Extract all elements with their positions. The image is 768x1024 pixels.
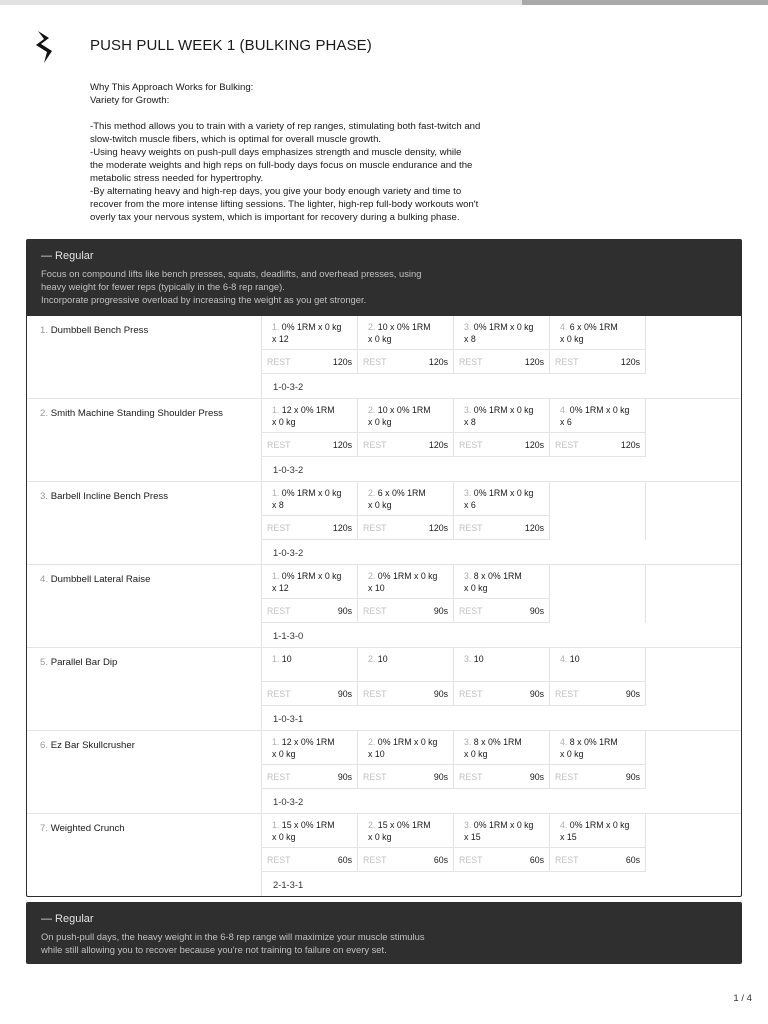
set-line xyxy=(368,404,447,416)
rest-value: 120s xyxy=(428,439,448,450)
section-title: — Regular xyxy=(41,250,94,262)
intro-line: -Using heavy weights on push-pull days emphasizes strength and muscle density, while xyxy=(90,147,462,158)
set-line xyxy=(464,487,543,499)
set-prescription-line2: x 10 xyxy=(368,749,385,759)
exercise-name-label: Parallel Bar Dip xyxy=(50,657,118,668)
exercise-tempo: 1-0-3-2 xyxy=(273,546,304,558)
intro-line: -By alternating heavy and high-rep days, you give your body enough variety and time to xyxy=(90,186,462,197)
set-number: 3. xyxy=(464,405,472,415)
rest-cell xyxy=(262,516,358,540)
section-description-line: On push-pull days, the heavy weight in the 6-8 rep range will maximize your muscle stimulus xyxy=(41,931,425,942)
rest-value: 120s xyxy=(524,356,544,367)
exercise-row xyxy=(27,730,741,813)
rest-label: REST xyxy=(267,356,291,367)
rest-label: REST xyxy=(459,522,483,533)
rest-label: REST xyxy=(267,605,291,616)
exercise-tempo: 1-0-3-1 xyxy=(273,712,304,724)
rest-label: REST xyxy=(267,439,291,450)
set-number: 1. xyxy=(272,322,280,332)
set-cell xyxy=(550,731,646,765)
set-prescription-line2: x 0 kg xyxy=(368,500,392,510)
set-number: 1. xyxy=(272,488,280,498)
set-cell xyxy=(358,482,454,516)
set-prescription-line2: x 6 xyxy=(464,500,476,510)
rest-value: 90s xyxy=(433,688,448,699)
workout-section xyxy=(26,239,742,897)
set-number: 1. xyxy=(272,737,280,747)
exercise-name xyxy=(27,648,262,730)
set-cell xyxy=(262,399,358,433)
set-prescription: 8 x 0% 1RM xyxy=(569,737,618,747)
rest-value: 120s xyxy=(428,522,448,533)
rest-cell xyxy=(454,599,550,623)
set-prescription-line2: x 15 xyxy=(464,832,481,842)
rest-value: 90s xyxy=(337,605,352,616)
set-prescription-line2: x 0 kg xyxy=(560,749,584,759)
set-prescription-line2: x 0 kg xyxy=(368,417,392,427)
exercise-sets-grid xyxy=(262,399,741,481)
set-prescription: 0% 1RM x 0 kg xyxy=(473,488,534,498)
exercise-tempo: 1-0-3-2 xyxy=(273,380,304,392)
set-line xyxy=(272,404,351,416)
section-header xyxy=(27,903,741,964)
rest-cell xyxy=(262,599,358,623)
rest-value: 60s xyxy=(337,854,352,865)
set-prescription: 0% 1RM x 0 kg xyxy=(569,820,630,830)
set-line xyxy=(368,819,447,831)
exercise-name xyxy=(27,731,262,813)
set-prescription: 0% 1RM x 0 kg xyxy=(473,322,534,332)
intro-line: the moderate weights and high reps on full-body days focus on muscle endurance and the xyxy=(90,160,473,171)
section-description-line: while still allowing you to recover because you're not training to failure on every set. xyxy=(41,944,387,955)
set-cell xyxy=(358,565,454,599)
rest-value: 90s xyxy=(337,771,352,782)
set-number: 4. xyxy=(560,654,568,664)
set-prescription-line2: x 8 xyxy=(464,334,476,344)
set-prescription-line2: x 15 xyxy=(560,832,577,842)
rest-cell xyxy=(454,433,550,457)
exercise-row xyxy=(27,481,741,564)
set-prescription: 15 x 0% 1RM xyxy=(281,820,335,830)
exercise-tempo: 1-1-3-0 xyxy=(273,629,304,641)
rest-label: REST xyxy=(555,439,579,450)
rest-cell xyxy=(262,350,358,374)
exercise-name-label: Dumbbell Bench Press xyxy=(50,325,149,336)
exercise-name-label: Dumbbell Lateral Raise xyxy=(50,574,151,585)
set-prescription: 12 x 0% 1RM xyxy=(281,737,335,747)
set-prescription: 10 xyxy=(281,654,292,664)
intro-line: Why This Approach Works for Bulking: xyxy=(90,82,254,93)
rest-label: REST xyxy=(267,854,291,865)
set-number: 1. xyxy=(272,405,280,415)
intro-line: overly tax your nervous system, which is important for recovery during a bulking phase. xyxy=(90,212,460,223)
set-number: 2. xyxy=(368,322,376,332)
top-progress-accent xyxy=(522,0,768,5)
exercise-row xyxy=(27,398,741,481)
exercise-row xyxy=(27,316,741,398)
sets-row xyxy=(262,565,741,599)
intro-text xyxy=(90,81,515,224)
set-number: 4. xyxy=(560,737,568,747)
set-cell xyxy=(358,648,454,682)
rest-cell xyxy=(550,682,646,706)
set-line xyxy=(464,653,543,665)
rest-value: 60s xyxy=(625,854,640,865)
rest-cell xyxy=(358,765,454,789)
intro-spacer xyxy=(90,107,515,120)
set-number: 3. xyxy=(464,737,472,747)
set-line xyxy=(368,570,447,582)
rest-cell xyxy=(358,599,454,623)
rest-cell xyxy=(262,765,358,789)
intro-line: metabolic stress needed for hypertrophy. xyxy=(90,173,264,184)
rest-cell xyxy=(262,848,358,872)
rest-value: 60s xyxy=(529,854,544,865)
exercise-number: 2. xyxy=(40,408,49,419)
set-prescription-line2: x 0 kg xyxy=(272,417,296,427)
set-prescription: 0% 1RM x 0 kg xyxy=(281,488,342,498)
set-number: 3. xyxy=(464,488,472,498)
rest-label: REST xyxy=(363,688,387,699)
exercise-name-label: Smith Machine Standing Shoulder Press xyxy=(50,408,223,419)
rest-value: 120s xyxy=(524,522,544,533)
exercise-name-label: Weighted Crunch xyxy=(50,823,125,834)
rest-value: 120s xyxy=(620,356,640,367)
set-line xyxy=(368,487,447,499)
rest-row xyxy=(262,765,741,789)
exercise-sets-grid xyxy=(262,565,741,647)
empty-rest-cell xyxy=(550,516,646,540)
rest-value: 120s xyxy=(332,522,352,533)
rest-label: REST xyxy=(267,688,291,699)
exercise-tempo: 1-0-3-2 xyxy=(273,463,304,475)
rest-label: REST xyxy=(555,854,579,865)
set-prescription-line2: x 0 kg xyxy=(560,334,584,344)
rest-label: REST xyxy=(267,522,291,533)
section-description xyxy=(41,267,471,306)
rest-label: REST xyxy=(363,854,387,865)
set-cell xyxy=(454,731,550,765)
set-cell xyxy=(358,731,454,765)
set-number: 2. xyxy=(368,654,376,664)
set-prescription: 10 x 0% 1RM xyxy=(377,405,431,415)
rest-row xyxy=(262,682,741,706)
set-prescription: 0% 1RM x 0 kg xyxy=(473,405,534,415)
set-line xyxy=(464,570,543,582)
set-prescription-line2: x 0 kg xyxy=(464,749,488,759)
set-number: 1. xyxy=(272,654,280,664)
set-number: 2. xyxy=(368,820,376,830)
set-prescription: 0% 1RM x 0 kg xyxy=(569,405,630,415)
rest-label: REST xyxy=(363,439,387,450)
exercise-sets-grid xyxy=(262,482,741,564)
intro-line: recover from the more intense lifting sessions. The lighter, high-rep full-body workouts won't xyxy=(90,199,479,210)
workout-section xyxy=(26,902,742,964)
set-prescription: 6 x 0% 1RM xyxy=(377,488,426,498)
rest-label: REST xyxy=(459,771,483,782)
set-cell xyxy=(454,565,550,599)
rest-row xyxy=(262,599,741,623)
set-number: 3. xyxy=(464,654,472,664)
exercise-number: 5. xyxy=(40,657,49,668)
set-prescription: 0% 1RM x 0 kg xyxy=(377,737,438,747)
set-line xyxy=(560,736,639,748)
rest-label: REST xyxy=(363,605,387,616)
set-line xyxy=(272,321,351,333)
exercise-tempo: 2-1-3-1 xyxy=(273,878,304,890)
empty-set-cell xyxy=(550,565,646,599)
rest-value: 90s xyxy=(625,688,640,699)
exercise-sets-grid xyxy=(262,648,741,730)
rest-cell xyxy=(454,350,550,374)
rest-value: 90s xyxy=(337,688,352,699)
rest-value: 120s xyxy=(428,356,448,367)
rest-cell xyxy=(262,433,358,457)
exercise-row xyxy=(27,647,741,730)
empty-set-cell xyxy=(550,482,646,516)
set-number: 1. xyxy=(272,820,280,830)
intro-line: Variety for Growth: xyxy=(90,95,170,106)
set-cell xyxy=(454,648,550,682)
rest-cell xyxy=(550,433,646,457)
rest-label: REST xyxy=(363,522,387,533)
set-line xyxy=(272,819,351,831)
exercise-name xyxy=(27,814,262,896)
set-cell xyxy=(262,814,358,848)
exercise-number: 7. xyxy=(40,823,49,834)
set-prescription: 12 x 0% 1RM xyxy=(281,405,335,415)
rest-label: REST xyxy=(459,356,483,367)
rest-label: REST xyxy=(459,439,483,450)
set-prescription: 8 x 0% 1RM xyxy=(473,737,522,747)
set-cell xyxy=(454,399,550,433)
exercise-name xyxy=(27,399,262,481)
exercise-sets-grid xyxy=(262,814,741,896)
set-line xyxy=(272,653,351,665)
set-prescription-line2: x 0 kg xyxy=(464,583,488,593)
set-line xyxy=(368,321,447,333)
exercise-list xyxy=(27,316,741,896)
set-line xyxy=(464,404,543,416)
rest-cell xyxy=(454,682,550,706)
set-line xyxy=(272,570,351,582)
set-cell xyxy=(550,648,646,682)
rest-cell xyxy=(454,848,550,872)
set-prescription: 10 xyxy=(377,654,388,664)
rest-label: REST xyxy=(459,688,483,699)
set-number: 1. xyxy=(272,571,280,581)
set-prescription: 15 x 0% 1RM xyxy=(377,820,431,830)
set-prescription: 10 xyxy=(473,654,484,664)
exercise-row xyxy=(27,564,741,647)
rest-cell xyxy=(454,516,550,540)
rest-label: REST xyxy=(555,356,579,367)
set-line xyxy=(464,819,543,831)
set-prescription-line2: x 6 xyxy=(560,417,572,427)
set-prescription: 10 xyxy=(569,654,580,664)
set-line xyxy=(560,653,639,665)
set-cell xyxy=(550,814,646,848)
exercise-name-label: Barbell Incline Bench Press xyxy=(50,491,169,502)
set-prescription: 0% 1RM x 0 kg xyxy=(281,571,342,581)
rest-label: REST xyxy=(459,854,483,865)
rest-label: REST xyxy=(363,356,387,367)
sets-row xyxy=(262,316,741,350)
rest-cell xyxy=(358,433,454,457)
sets-row xyxy=(262,648,741,682)
rest-row xyxy=(262,516,741,540)
set-line xyxy=(368,736,447,748)
intro-line: -This method allows you to train with a variety of rep ranges, stimulating both fast-twitch and xyxy=(90,121,481,132)
rest-cell xyxy=(550,765,646,789)
set-prescription-line2: x 0 kg xyxy=(368,832,392,842)
set-cell xyxy=(262,648,358,682)
set-prescription: 10 x 0% 1RM xyxy=(377,322,431,332)
set-cell xyxy=(454,316,550,350)
set-number: 2. xyxy=(368,405,376,415)
exercise-name xyxy=(27,316,262,398)
set-line xyxy=(272,736,351,748)
rest-cell xyxy=(358,516,454,540)
set-number: 2. xyxy=(368,488,376,498)
exercise-number: 6. xyxy=(40,740,49,751)
rest-label: REST xyxy=(555,688,579,699)
set-prescription-line2: x 0 kg xyxy=(368,334,392,344)
exercise-sets-grid xyxy=(262,731,741,813)
set-prescription-line2: x 0 kg xyxy=(272,749,296,759)
rest-value: 90s xyxy=(529,771,544,782)
set-prescription-line2: x 10 xyxy=(368,583,385,593)
section-description-line: Incorporate progressive overload by increasing the weight as you get stronger. xyxy=(41,294,367,305)
exercise-number: 1. xyxy=(40,325,49,336)
sets-row xyxy=(262,482,741,516)
set-cell xyxy=(262,731,358,765)
sets-row xyxy=(262,399,741,433)
rest-cell xyxy=(358,848,454,872)
set-number: 4. xyxy=(560,322,568,332)
set-prescription: 8 x 0% 1RM xyxy=(473,571,522,581)
rest-cell xyxy=(550,848,646,872)
rest-cell xyxy=(358,682,454,706)
set-line xyxy=(272,487,351,499)
set-prescription-line2: x 12 xyxy=(272,334,289,344)
exercise-name xyxy=(27,565,262,647)
rest-cell xyxy=(550,350,646,374)
set-prescription: 6 x 0% 1RM xyxy=(569,322,618,332)
rest-value: 90s xyxy=(433,771,448,782)
exercise-name-label: Ez Bar Skullcrusher xyxy=(50,740,135,751)
set-cell xyxy=(358,399,454,433)
set-prescription: 0% 1RM x 0 kg xyxy=(377,571,438,581)
set-cell xyxy=(358,316,454,350)
set-number: 4. xyxy=(560,820,568,830)
rest-value: 120s xyxy=(524,439,544,450)
intro-line: slow-twitch muscle fibers, which is optimal for overall muscle growth. xyxy=(90,134,382,145)
exercise-row xyxy=(27,813,741,896)
set-line xyxy=(560,819,639,831)
rest-value: 120s xyxy=(332,439,352,450)
set-cell xyxy=(262,482,358,516)
rest-value: 90s xyxy=(529,688,544,699)
set-cell xyxy=(454,814,550,848)
exercise-number: 4. xyxy=(40,574,49,585)
rest-label: REST xyxy=(459,605,483,616)
empty-rest-cell xyxy=(550,599,646,623)
set-number: 2. xyxy=(368,737,376,747)
section-description xyxy=(41,930,471,956)
sets-row xyxy=(262,814,741,848)
rest-row xyxy=(262,848,741,872)
set-prescription-line2: x 8 xyxy=(272,500,284,510)
rest-value: 120s xyxy=(332,356,352,367)
set-cell xyxy=(262,565,358,599)
section-title: — Regular xyxy=(41,913,94,925)
page-indicator: 1 / 4 xyxy=(733,993,752,1004)
section-description-line: heavy weight for fewer reps (typically in the 6-8 rep range). xyxy=(41,281,285,292)
rest-cell xyxy=(262,682,358,706)
set-prescription-line2: x 8 xyxy=(464,417,476,427)
sets-row xyxy=(262,731,741,765)
set-line xyxy=(464,736,543,748)
set-prescription-line2: x 0 kg xyxy=(272,832,296,842)
set-line xyxy=(368,653,447,665)
set-cell xyxy=(262,316,358,350)
rest-cell xyxy=(454,765,550,789)
rest-value: 90s xyxy=(433,605,448,616)
rest-value: 90s xyxy=(625,771,640,782)
rest-value: 90s xyxy=(529,605,544,616)
rest-value: 120s xyxy=(620,439,640,450)
exercise-name xyxy=(27,482,262,564)
set-cell xyxy=(454,482,550,516)
set-cell xyxy=(358,814,454,848)
top-progress-bar xyxy=(0,0,768,5)
rest-value: 60s xyxy=(433,854,448,865)
rest-cell xyxy=(358,350,454,374)
section-header xyxy=(27,240,741,316)
set-number: 3. xyxy=(464,322,472,332)
set-cell xyxy=(550,399,646,433)
rest-row xyxy=(262,350,741,374)
brand-logo-icon xyxy=(32,30,58,64)
exercise-number: 3. xyxy=(40,491,49,502)
section-description-line: Focus on compound lifts like bench presses, squats, deadlifts, and overhead presses, using xyxy=(41,268,422,279)
set-prescription: 0% 1RM x 0 kg xyxy=(281,322,342,332)
set-prescription-line2: x 12 xyxy=(272,583,289,593)
set-cell xyxy=(550,316,646,350)
rest-label: REST xyxy=(363,771,387,782)
set-number: 4. xyxy=(560,405,568,415)
set-prescription: 0% 1RM x 0 kg xyxy=(473,820,534,830)
set-line xyxy=(560,404,639,416)
rest-row xyxy=(262,433,741,457)
set-line xyxy=(560,321,639,333)
set-number: 3. xyxy=(464,571,472,581)
set-number: 2. xyxy=(368,571,376,581)
exercise-tempo: 1-0-3-2 xyxy=(273,795,304,807)
set-line xyxy=(464,321,543,333)
rest-label: REST xyxy=(267,771,291,782)
document-title: PUSH PULL WEEK 1 (BULKING PHASE) xyxy=(90,37,372,54)
rest-label: REST xyxy=(555,771,579,782)
set-number: 3. xyxy=(464,820,472,830)
exercise-sets-grid xyxy=(262,316,741,398)
